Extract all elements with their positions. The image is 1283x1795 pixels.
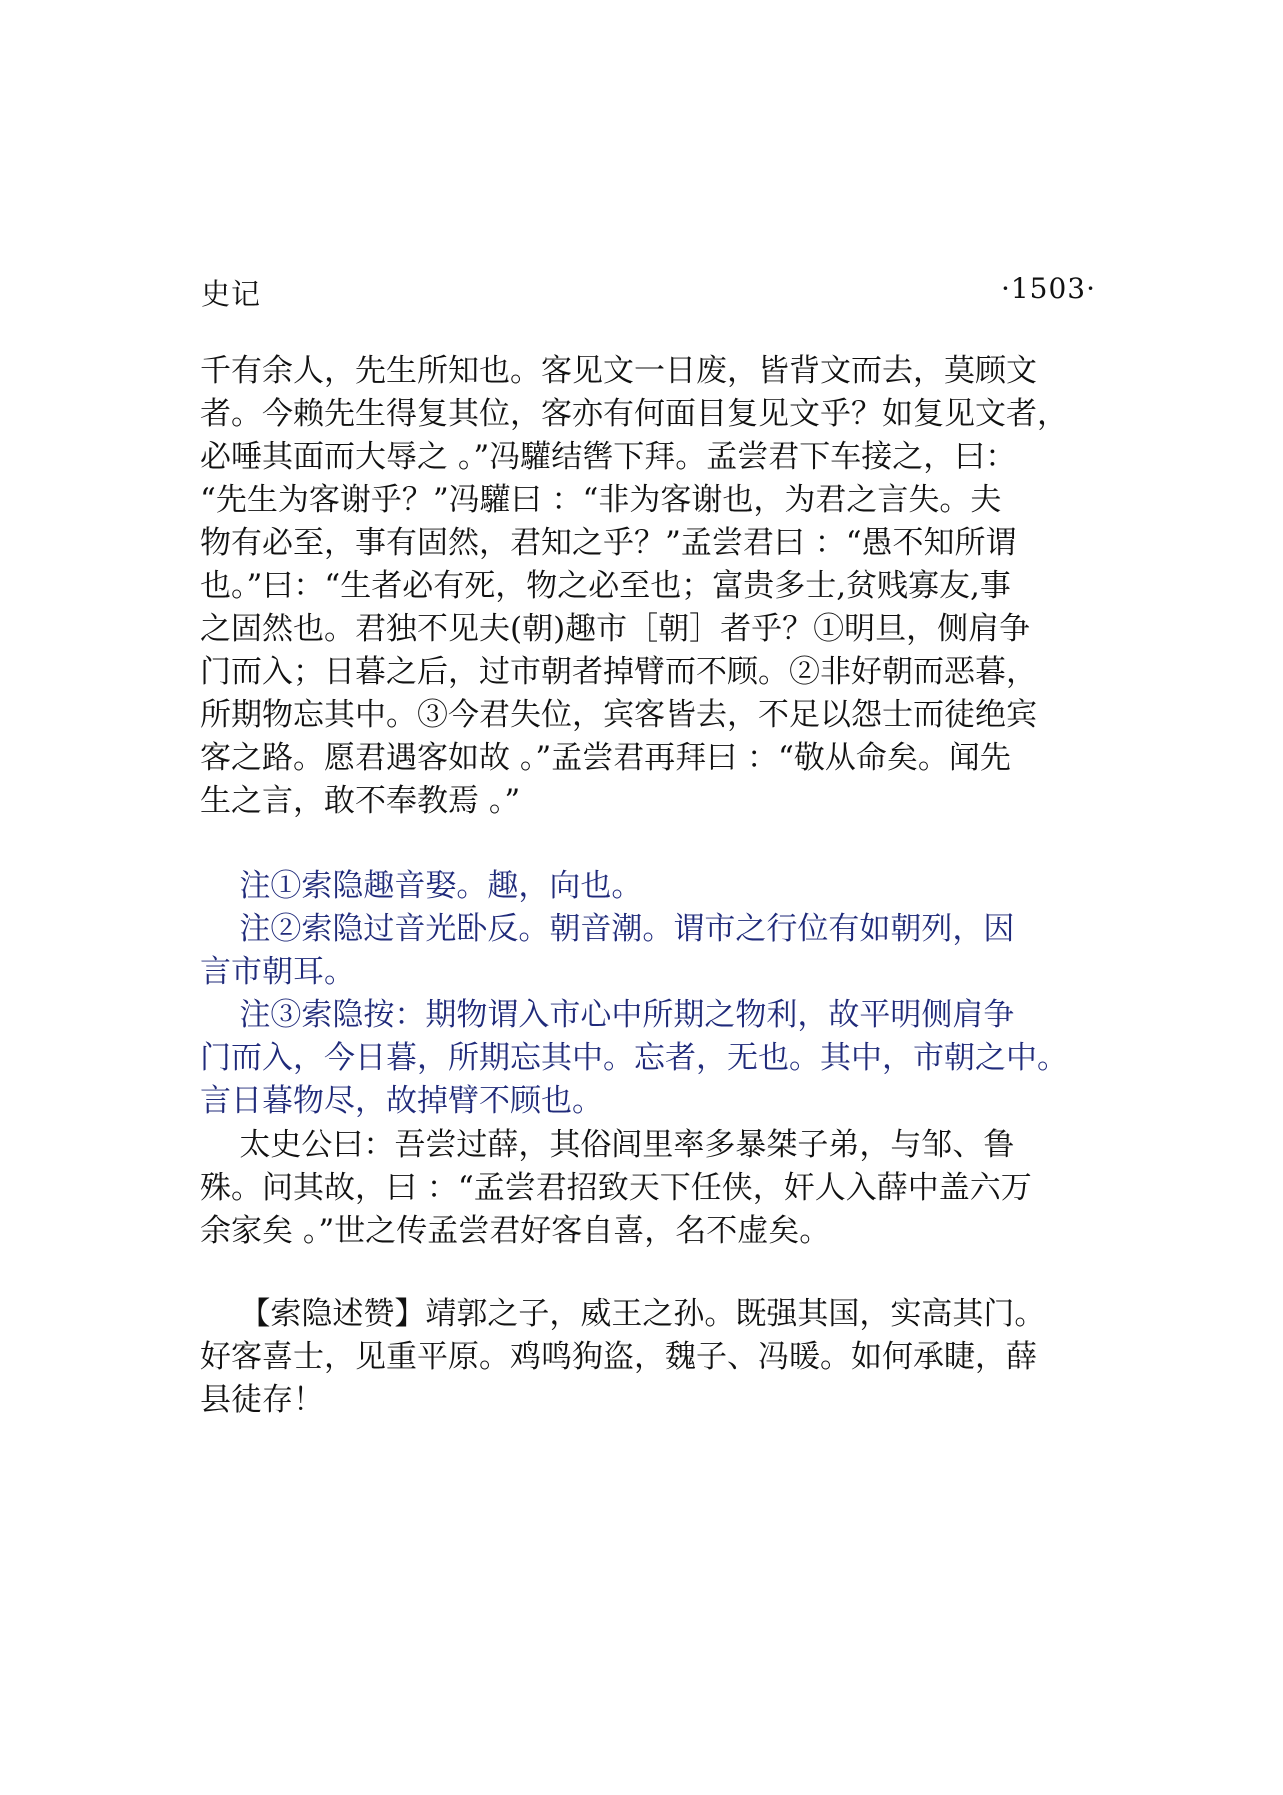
page-header <box>201 268 1096 312</box>
suoyin-zan: 【索隐述赞】靖郭之子，威王之孙。既强其国，实高其门。 好客喜士，见重平原。鸡鸣狗盗，魏子、冯暖。如何承睫，薛 县徒存！ <box>200 1296 1046 1418</box>
taishigong-remark: 太史公曰：吾尝过薛，其俗闾里率多暴桀子弟，与邹、鲁 殊。问其故，曰 ：“孟尝君招致天下任侠，奸人入薛中盖六万 余家矣 。”世之传孟尝君好客自喜，名不虚矣。 <box>200 1127 1032 1249</box>
main-text: 千有余人，先生所知也。客见文一日废，皆背文而去，莫顾文 者。今赖先生得复其位，客亦有何面目复见文乎？如复见文者， 必唾其面而大辱之 。”冯驩结辔下拜。孟尝君下车接之，曰： “先生为客谢乎？”冯驩曰 ：“非为客谢也，为君之言失。夫 物有必至，事有固然，君知之乎？”孟尝君曰 ：“愚不知所谓 也。”曰：“生者必有死，物之必至也；富贵多士,贫贱寡友,事 之固然也。君独不见夫(朝)趣市［朝］者乎？①明旦，侧肩争 门而入；日暮之后，过市朝者掉臂而不顾。②非好朝而恶暮， 所期物忘其中。③今君失位，宾客皆去，不足以怨士而徒绝宾 客之路。愿君遇客如故 。”孟尝君再拜曰 ：“敬从命矣。闻先 生之言，敢不奉教焉 。” <box>200 353 1068 819</box>
annotation-note-2: 注②索隐过音光卧反。朝音潮。谓市之行位有如朝列，因 言市朝耳。 <box>200 911 1015 990</box>
annotation-note-3: 注③索隐按：期物谓入市心中所期之物利，故平明侧肩争 门而入，今日暮，所期忘其中。忘者，无也。其中，市朝之中。 言日暮物尽，故掉臂不顾也。 <box>200 997 1068 1119</box>
annotation-note-1: 注①索隐趣音娶。趣，向也。 <box>200 868 643 904</box>
book-title: 史记 <box>201 277 262 311</box>
page-number: ·1503· <box>1000 272 1096 305</box>
